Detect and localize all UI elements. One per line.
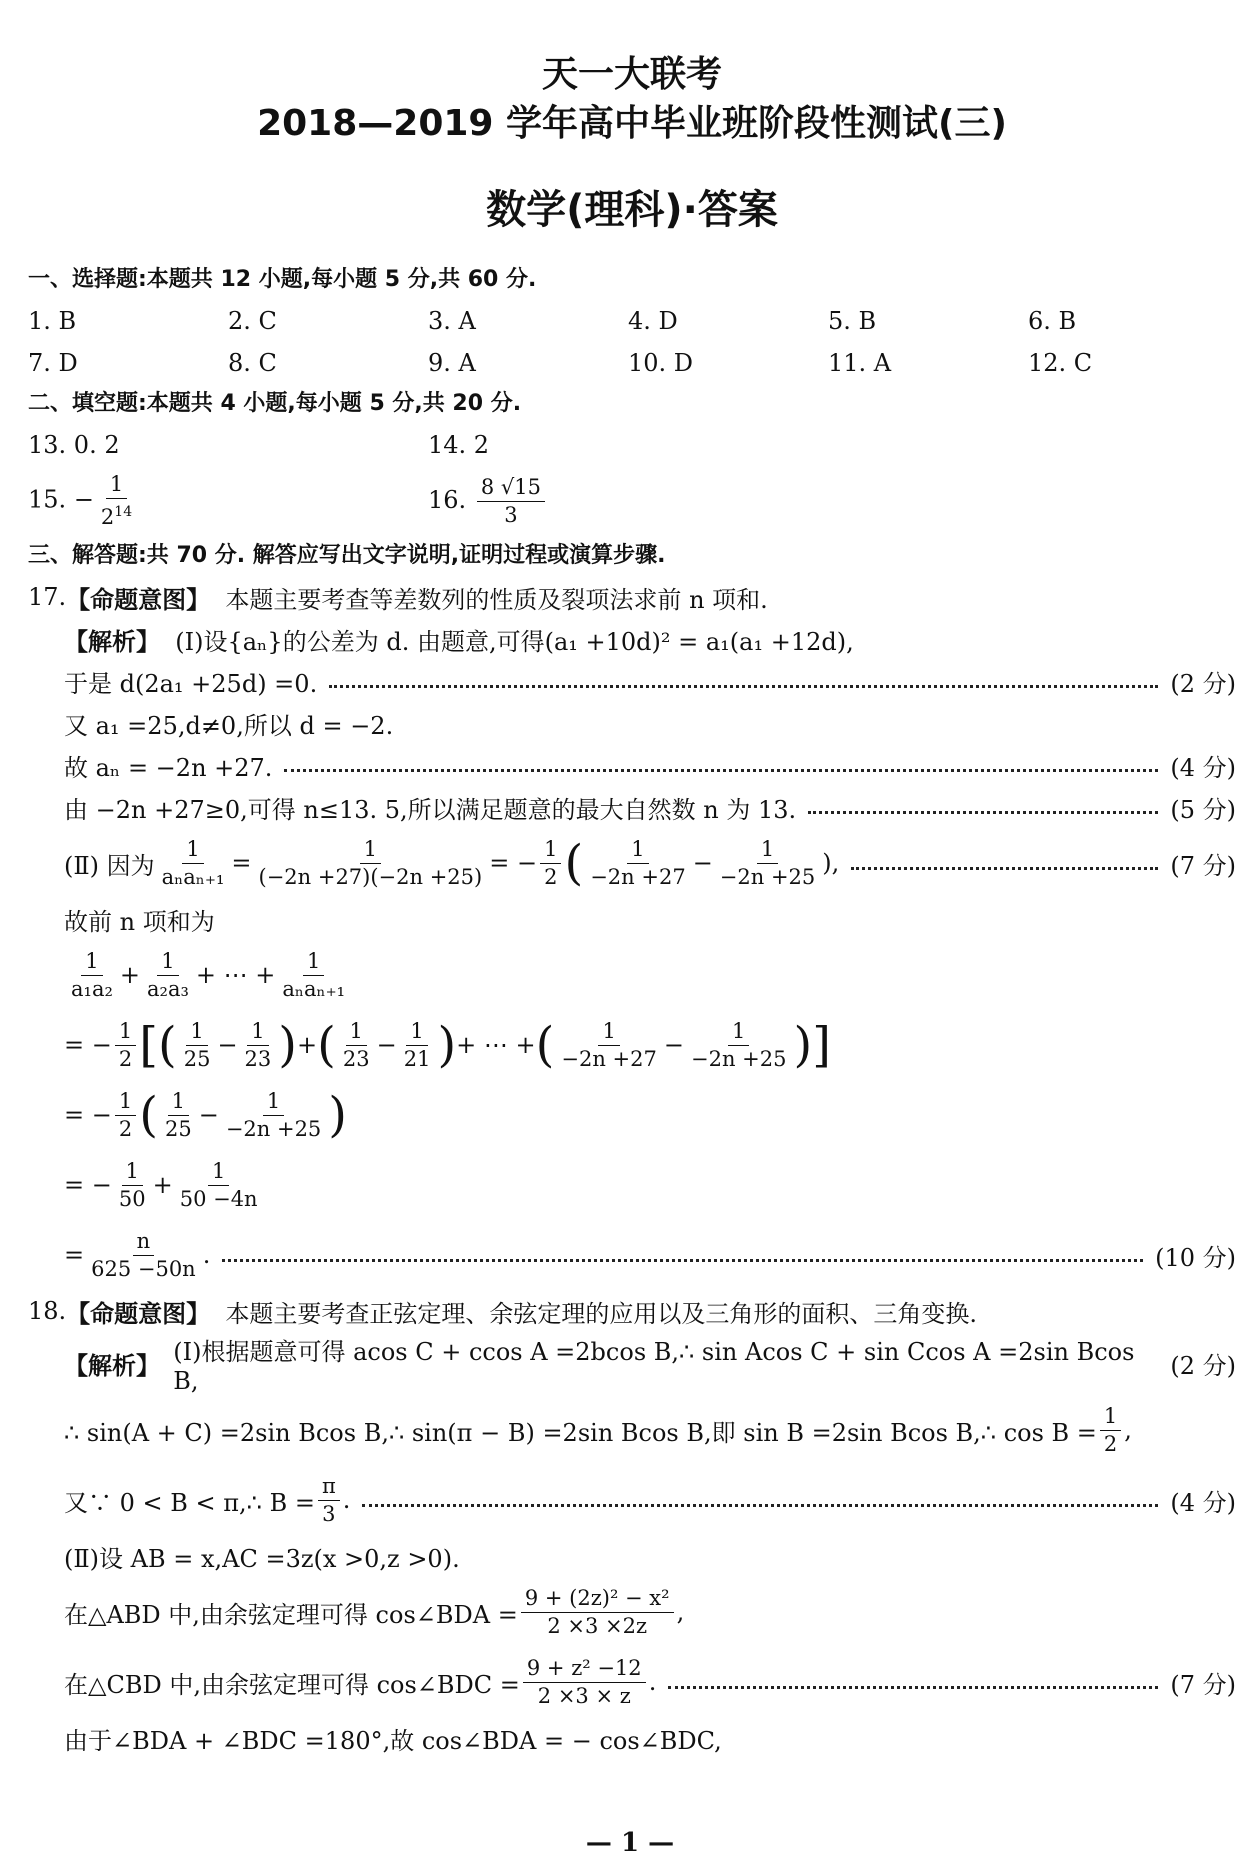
choice-answer: 4. D [628,307,678,335]
fraction: $\frac{1}{-2n +27}$ [590,836,686,889]
q17-line-5: 由 −2n +27≥0,可得 n≤13. 5,所以满足题意的最大自然数 n 为 13. (5 分) [28,786,1236,828]
fill-answer-16: 16. $\frac{8 √15}{3}$ [428,475,828,528]
q17-sum-expression: $\frac{1}{\text{a₁a₂}}$ + $\frac{1}{\text{a₂a₃}}$ + ⋯ + $\frac{1}{\text{aₙaₙ₊₁}}$ [28,940,1236,1010]
score-mark: (4 分) [1170,753,1236,782]
leader-dots [222,1259,1143,1262]
q18-line-7: 由于∠BDA + ∠BDC =180°,故 cos∠BDA = − cos∠BDC, [64,1726,722,1755]
fraction: $\frac{1}{50}$ [118,1158,146,1211]
choice-answer: 11. A [828,349,892,377]
choice-answer: 9. A [428,349,476,377]
score-mark: (7 分) [1170,851,1236,880]
fill-answers-row-2 [28,466,1236,536]
fraction: $\frac{1}{\text{a₁a₂}}$ [71,948,113,1001]
choice-answer: 5. B [828,307,877,335]
section-3-heading: 三、解答题:共 70 分. 解答应写出文字说明,证明过程或演算步骤. [28,543,666,568]
q17-line-6: (Ⅱ) 因为 $\frac{1}{\text{aₙaₙ₊₁}}$ = $\frac{1}{(-2n +27)(-2n +25)}$ = − $\frac{1}{2}$ ( $\frac{1}{-2n +27}$ − $\frac{1}{-2n +25}$ ), (7 分) [64,835,1236,891]
leader-dots [808,811,1158,814]
score-mark: (2 分) [1170,669,1236,698]
q17-line-3: 又 a₁ =25,d≠0,所以 d = −2. [64,711,394,740]
fill-answer-14: 14. 2 [428,431,490,459]
q18-line-3: 又∵ 0 < B < π,∴ B = $\frac{\pi}{3}$ . (4 分) [64,1473,1236,1526]
fraction: $\frac{1}{21}$ [403,1018,431,1071]
fraction: $\frac{1}{50 -4n}$ [179,1158,258,1211]
choice-answer: 1. B [28,307,77,335]
page-number: — 1 — [585,1828,675,1858]
q17-step-3: = − $\frac{1}{2}$ ( $\frac{1}{25}$ − $\frac{1}{-2n +25}$ ) [64,1087,348,1143]
choice-answer: 10. D [628,349,694,377]
leader-dots [668,1686,1158,1689]
fraction: $\frac{1}{2^{14}}$ [100,472,133,529]
fraction: $\frac{1}{2}$ [1100,1404,1121,1457]
q17-line-1: 【解析】 (Ⅰ)设{aₙ}的公差为 d. 由题意,可得(a₁ +10d)² = a₁(a₁ +12d), [64,627,854,656]
fraction: $\frac{1}{\text{aₙaₙ₊₁}}$ [161,836,225,889]
fraction: $\frac{1}{25}$ [164,1088,192,1141]
q18-line-1: 【解析】 (Ⅰ)根据题意可得 acos C + ccos A =2bcos B,∴ sin Acos C + sin Ccos A =2sin Bcos B, (2 分) [64,1338,1236,1395]
choice-answer: 8. C [228,349,277,377]
section-2-heading: 二、填空题:本题共 4 小题,每小题 5 分,共 20 分. [28,391,522,416]
fraction: $\frac{1}{2}$ [115,1089,136,1142]
score-mark: (7 分) [1170,1670,1236,1699]
choice-answer: 12. C [1028,349,1093,377]
q17-step-4: = − $\frac{1}{50}$ + $\frac{1}{50 -4n}$ [28,1150,1236,1220]
choice-answer: 6. B [1028,307,1077,335]
fraction: $\frac{1}{-2n +27}$ [561,1018,657,1071]
q18-line-4: (Ⅱ)设 AB = x,AC =3z(x >0,z >0). [64,1544,460,1573]
fill-answer-15: 15. − $\frac{1}{2^{14}}$ [28,472,428,530]
fraction: $\frac{1}{\text{a₂a₃}}$ [147,948,189,1001]
fraction: $\frac{\text{9 + (2z)² − x²}}{2 \times 3 \times 2z}$ [521,1586,674,1639]
fraction: $\frac{1}{23}$ [244,1018,272,1071]
fill-answers-row-1 [28,424,1236,466]
leader-dots [851,867,1158,870]
exam-organizer-title: 天一大联考 [541,54,722,95]
exam-title: 2018—2019 学年高中毕业班阶段性测试(三) [257,103,1007,144]
q17-line-4: 故 aₙ = −2n +27. (4 分) [28,744,1236,786]
score-mark: (2 分) [1170,1352,1236,1380]
q18-line-5: 在△ABD 中,由余弦定理可得 cos∠BDA = $\frac{\text{9 + (2z)² − x²}}{2 \times 3 \times 2z}$ , [64,1585,685,1638]
fraction: $\frac{1}{2}$ [115,1019,136,1072]
leader-dots [329,685,1158,688]
fraction: $\frac{1}{\text{aₙaₙ₊₁}}$ [282,948,346,1001]
fraction: $\frac{\pi}{3}$ [318,1474,340,1527]
q17-line-7: 故前 n 项和为 [64,907,215,936]
leader-dots [284,769,1158,772]
choice-answers-row-1 [28,300,1236,342]
choice-answer: 2. C [228,307,277,335]
fraction: $\frac{n}{625 -50n}$ [91,1228,196,1281]
score-mark: (10 分) [1155,1243,1236,1272]
fraction: $\frac{8 √15}{3}$ [477,475,545,528]
q17-intent: 17. 【命题意图】 本题主要考查等差数列的性质及裂项法求前 n 项和. [28,583,768,614]
q18-line-6: 在△CBD 中,由余弦定理可得 cos∠BDC = $\frac{\text{9 + z² −12}}{2 \times 3 \times z}$ . (7 分) [64,1655,1236,1708]
q18-intent: 18. 【命题意图】 本题主要考查正弦定理、余弦定理的应用以及三角形的面积、三角变换. [28,1297,978,1328]
subject-title: 数学(理科)·答案 [486,187,778,233]
score-mark: (4 分) [1170,1488,1236,1517]
fraction: $\frac{1}{2}$ [540,837,561,890]
q17-line-2: 于是 d(2a₁ +25d) =0. (2 分) [28,660,1236,702]
fraction: $\frac{\text{9 + z² −12}}{2 \times 3 \times z}$ [523,1656,646,1709]
choice-answer: 7. D [28,349,78,377]
q17-step-2: = − $\frac{1}{2}$ [ ( $\frac{1}{25}$ − $\frac{1}{23}$ ) + ( $\frac{1}{23}$ − $\frac{1}{21}$ ) + ⋯ + ( $\frac{1}{-2n +27}$ − $\frac{1}{-2n +25}$ ) ] [64,1017,831,1073]
fraction: $\frac{1}{25}$ [183,1018,211,1071]
section-1-heading: 一、选择题:本题共 12 小题,每小题 5 分,共 60 分. [28,267,537,292]
score-mark: (5 分) [1170,795,1236,824]
fraction: $\frac{1}{-2n +25}$ [719,836,816,889]
choice-answer: 3. A [428,307,476,335]
fill-answer-13: 13. 0. 2 [28,431,120,459]
q17-step-5: = $\frac{n}{625 -50n}$ . (10 分) [64,1228,1236,1281]
choice-answers-row-2 [28,342,1236,384]
fraction: $\frac{1}{23}$ [342,1018,370,1071]
q18-line-2: ∴ sin(A + C) =2sin Bcos B,∴ sin(π − B) =2sin Bcos B,即 sin B =2sin Bcos B,∴ cos B = $\frac{1}{2}$ , [64,1403,1132,1456]
fraction: $\frac{1}{-2n +25}$ [690,1018,787,1071]
leader-dots [362,1504,1158,1507]
fraction: $\frac{1}{-2n +25}$ [225,1088,322,1141]
fraction: $\frac{1}{(-2n +27)(-2n +25)}$ [258,836,483,889]
